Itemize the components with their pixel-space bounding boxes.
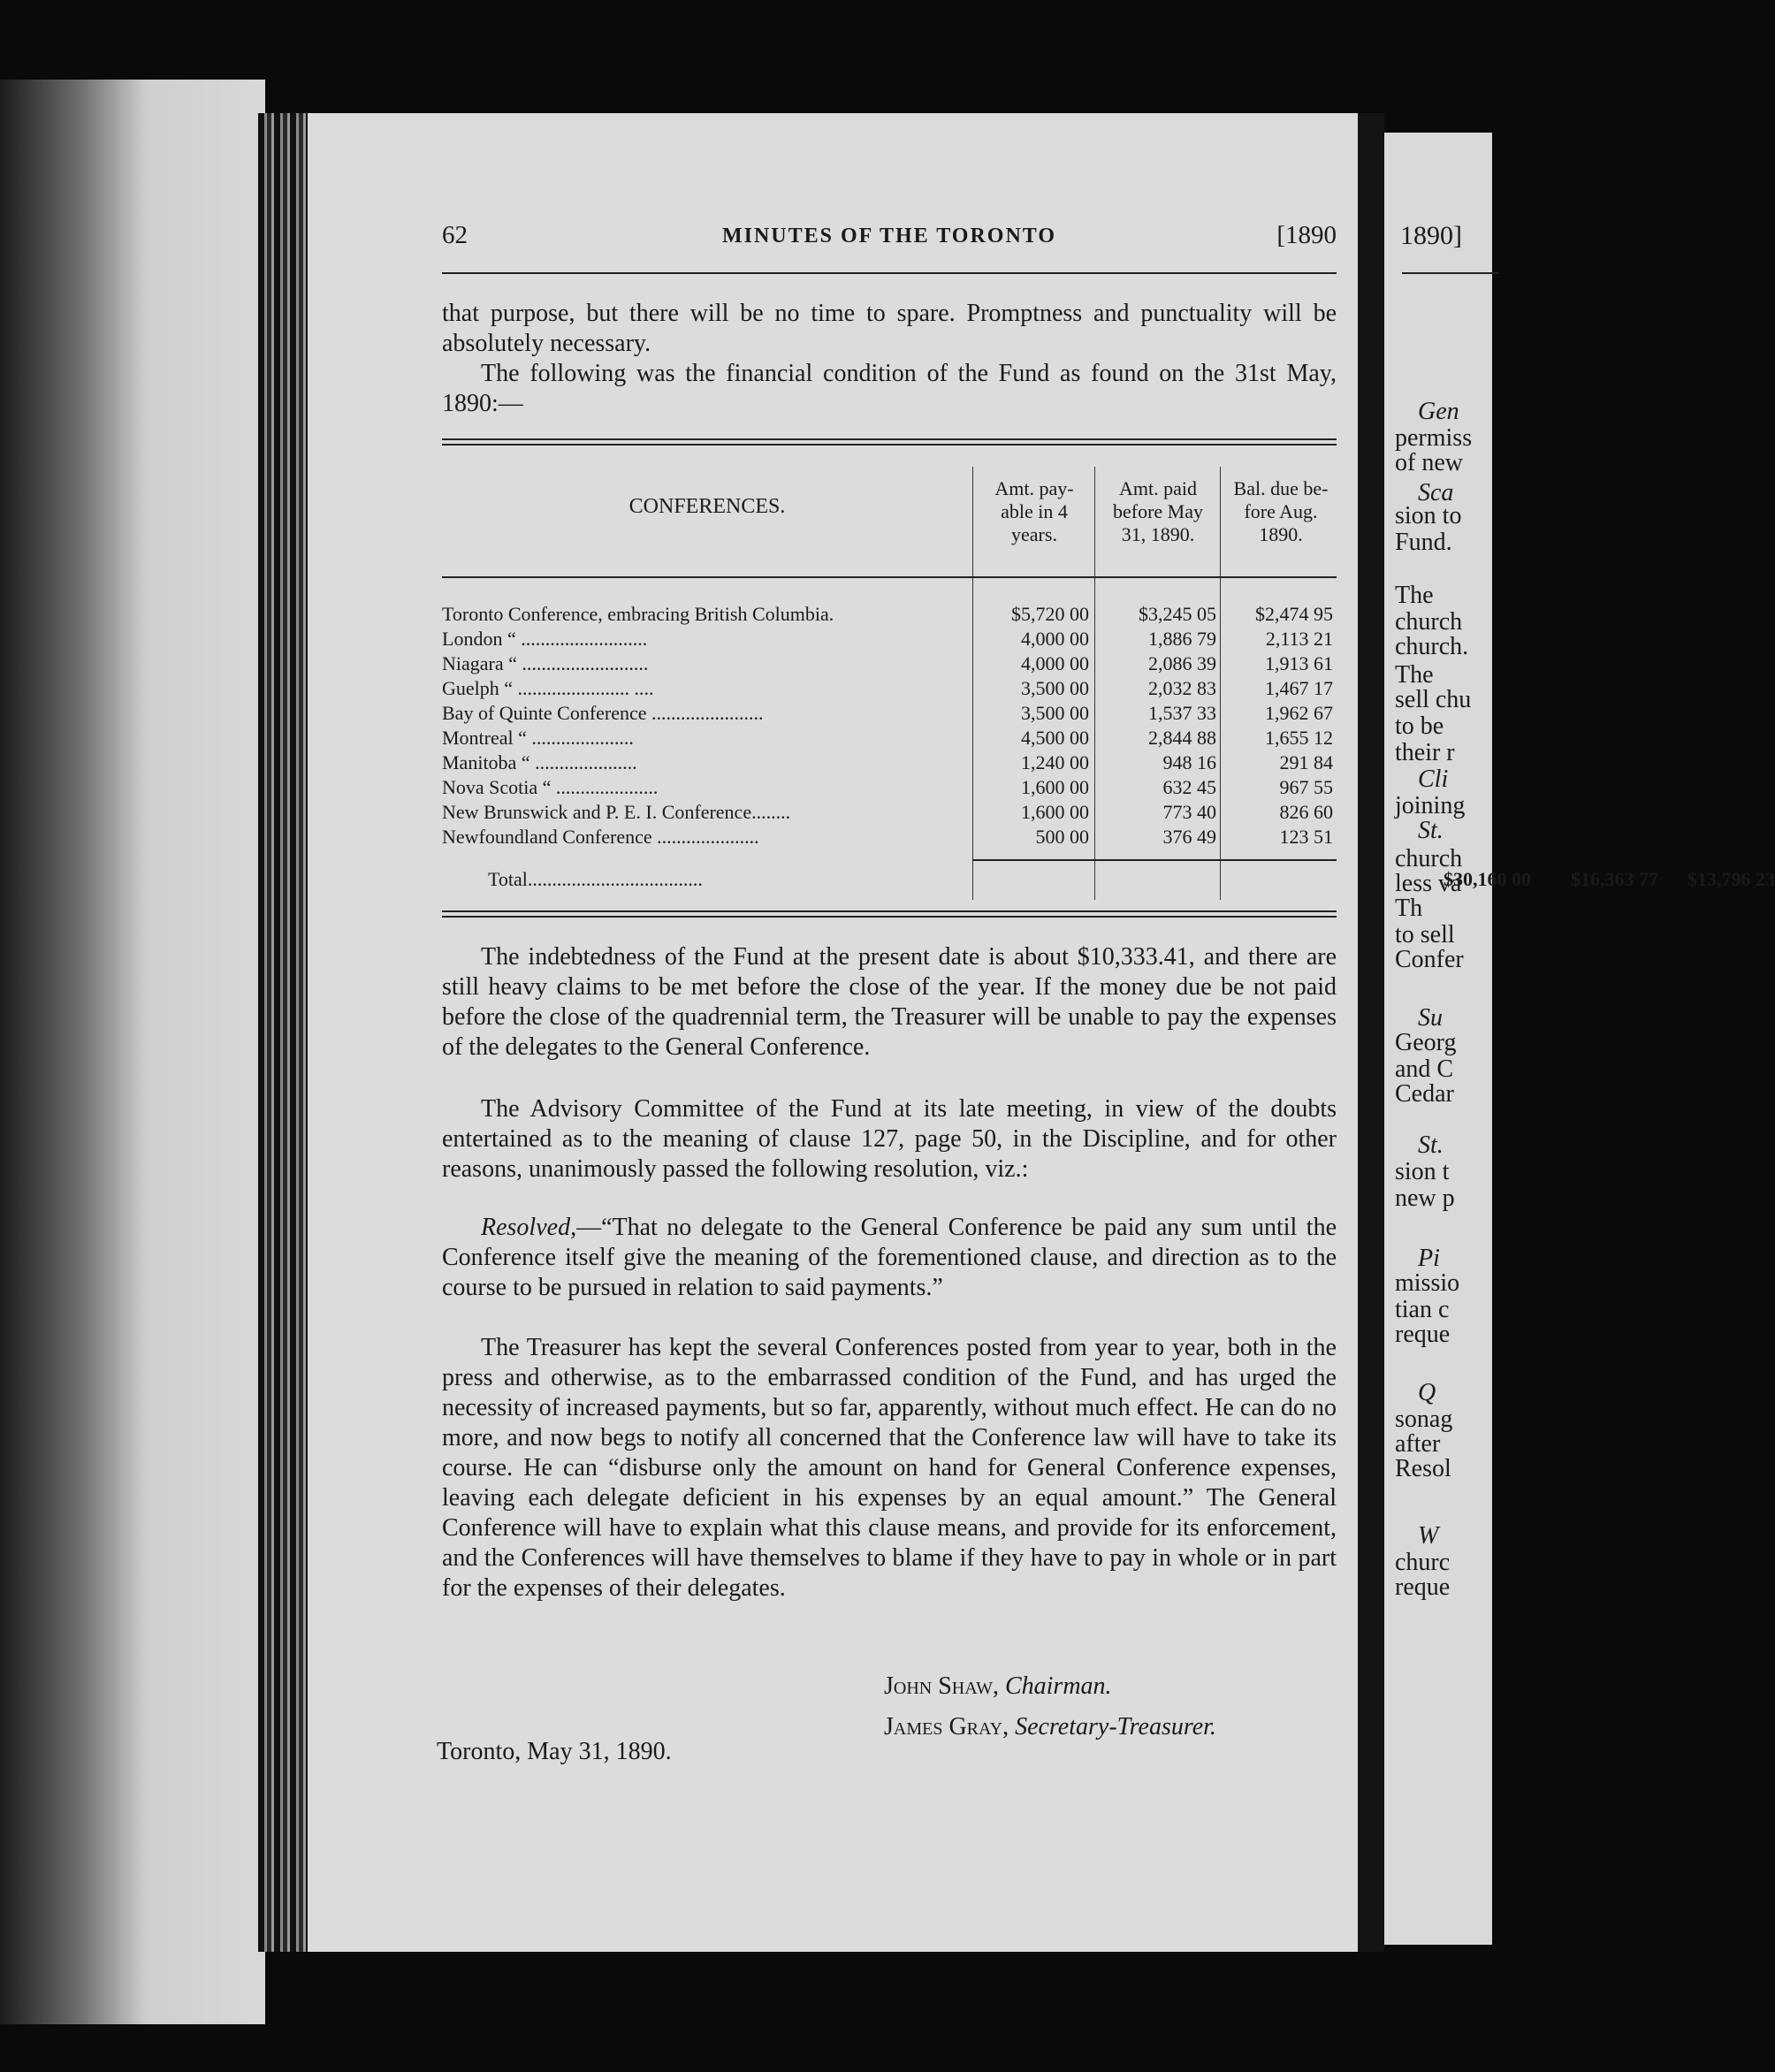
page-gutter: [1358, 113, 1384, 1952]
amount-paid: 1,886 79: [1148, 628, 1216, 650]
table-top-rule: [442, 438, 1337, 446]
conference-name: Toronto Conference, embracing British Columbia.: [442, 603, 834, 625]
table-row: [442, 603, 1337, 627]
table-row: [442, 751, 1337, 775]
facing-page-text: Cedar: [1395, 1080, 1454, 1108]
facing-page-text: Cli: [1418, 766, 1449, 793]
paragraph-1: that purpose, but there will be no time to spare. Promptness and punctuality will be absolutely necessary.: [442, 300, 1337, 357]
header-line: before May: [1112, 500, 1203, 522]
total-balance-due: $13,796 23: [1687, 868, 1775, 890]
paragraph-4: The Advisory Committee of the Fund at its late meeting, in view of the doubts entertained as to the meaning of clause 127, page 50, in the Discipline, and for other reasons, unanimously passed the following resolution, viz.:: [442, 1095, 1337, 1183]
conference-name: Montreal “ .....................: [442, 727, 634, 749]
table-row: [442, 652, 1337, 676]
balance-due: 291 84: [1279, 751, 1333, 773]
facing-page: [1384, 133, 1492, 1945]
table-header-balance-due: [1222, 477, 1340, 546]
facing-page-text: missio: [1395, 1269, 1460, 1297]
facing-page-text: Pi: [1418, 1245, 1440, 1272]
balance-due: 2,113 21: [1265, 628, 1333, 650]
facing-page-text: Sca: [1418, 479, 1454, 507]
header-line: 1890.: [1259, 523, 1303, 545]
facing-page-text: Fund.: [1395, 529, 1452, 556]
balance-due: 123 51: [1279, 826, 1333, 848]
facing-page-text: church: [1395, 845, 1463, 872]
table-header-conferences: CONFERENCES.: [628, 495, 786, 518]
amount-paid: 948 16: [1162, 751, 1216, 773]
facing-page-text: reque: [1395, 1321, 1451, 1348]
paragraph-6: The Treasurer has kept the several Conferences posted from year to year, both in the press and otherwise, as to the embarrassed condition of the Fund, and has urged the necessity of increased payments, but so far, apparently, without much effect. He can do no more, and now begs to notify all concerned that the Conference law will have to take its course. He can “disburse only the amount on hand for General Conference expenses, leaving each delegate deficient in his expenses by an equal amount.” The General Conference will have to explain what this clause means, and provide for its enforcement, and the Conferences will have themselves to blame if they have to pay in whole or in part for the expenses of their delegates.: [442, 1334, 1337, 1602]
secretary-title: Secretary-Treasurer.: [1015, 1713, 1216, 1741]
running-title: MINUTES OF THE TORONTO: [721, 225, 1057, 248]
total-rule: [972, 859, 1337, 861]
balance-due: 1,913 61: [1265, 652, 1333, 674]
conference-name: Niagara “ ..........................: [442, 652, 649, 674]
amount-paid: $3,245 05: [1139, 603, 1216, 625]
header-line: Amt. pay-: [994, 477, 1074, 499]
secretary-name: James Gray,: [884, 1713, 1009, 1741]
amount-payable: 1,240 00: [1021, 751, 1089, 773]
page-header: [442, 221, 1337, 256]
secretary-signature: [884, 1713, 1216, 1741]
header-line: fore Aug.: [1244, 500, 1318, 522]
paragraph-2: The following was the financial condition of the Fund as found on the 31st May, 1890:—: [442, 360, 1337, 417]
conference-name: New Brunswick and P. E. I. Conference........: [442, 801, 791, 823]
facing-page-text: less va: [1395, 870, 1462, 897]
facing-page-text: after: [1395, 1430, 1441, 1458]
facing-page-rule: [1402, 272, 1499, 274]
table-row: [442, 801, 1337, 825]
header-year: [1890: [1276, 221, 1337, 249]
scan-background-left: [0, 80, 265, 2024]
amount-paid: 632 45: [1162, 776, 1216, 798]
facing-page-text: church: [1395, 608, 1463, 636]
resolution-paragraph: [442, 1213, 1337, 1303]
facing-page-text: sell chu: [1395, 686, 1472, 713]
facing-page-text: new p: [1395, 1185, 1455, 1212]
amount-paid: 2,086 39: [1148, 652, 1216, 674]
balance-due: 1,655 12: [1265, 727, 1333, 749]
resolved-lead: Resolved,: [481, 1214, 577, 1241]
amount-paid: 376 49: [1162, 826, 1216, 848]
chairman-signature: [884, 1672, 1112, 1701]
chairman-title: Chairman.: [1004, 1672, 1112, 1700]
conference-name: Bay of Quinte Conference .......................: [442, 702, 764, 724]
amount-paid: 2,844 88: [1148, 727, 1216, 749]
amount-payable: $5,720 00: [1011, 603, 1089, 625]
facing-page-text: churc: [1395, 1549, 1451, 1576]
facing-page-text: to be: [1395, 712, 1444, 740]
amount-payable: 4,500 00: [1021, 727, 1089, 749]
amount-paid: 773 40: [1162, 801, 1216, 823]
facing-page-text: church.: [1395, 633, 1469, 660]
facing-page-text: and C: [1395, 1055, 1454, 1083]
facing-page-text: Su: [1418, 1004, 1443, 1032]
balance-due: $2,474 95: [1255, 603, 1333, 625]
amount-paid: 2,032 83: [1148, 677, 1216, 699]
facing-page-year: 1890]: [1400, 221, 1462, 250]
amount-payable: 1,600 00: [1021, 801, 1089, 823]
facing-page-text: joining: [1395, 792, 1466, 819]
facing-page-text: tian c: [1395, 1296, 1450, 1323]
facing-page-text: Georg: [1395, 1029, 1457, 1056]
header-rule: [442, 272, 1337, 274]
facing-page-text: The: [1395, 582, 1434, 609]
amount-payable: 1,600 00: [1021, 776, 1089, 798]
place-and-date: Toronto, May 31, 1890.: [437, 1738, 672, 1765]
conference-name: Guelph “ ....................... ....: [442, 677, 654, 699]
facing-page-text: of new: [1395, 449, 1463, 476]
table-row: [442, 702, 1337, 726]
facing-page-text: St.: [1418, 817, 1444, 844]
balance-due: 826 60: [1279, 801, 1333, 823]
balance-due: 1,962 67: [1265, 702, 1333, 724]
facing-page-text: W: [1418, 1522, 1439, 1550]
facing-page-text: Resol: [1395, 1455, 1451, 1482]
resolution-text: —“That no delegate to the General Conference be paid any sum until the Conference itself give the meaning of the forementioned clause, and direction as to the course to be pursued in relation to said payments.”: [442, 1214, 1337, 1301]
table-row: [442, 727, 1337, 750]
table-header-rule: [442, 576, 1337, 578]
balance-due: 1,467 17: [1265, 677, 1333, 699]
facing-page-text: reque: [1395, 1573, 1451, 1601]
header-line: 31, 1890.: [1121, 523, 1195, 545]
table-header-amount-paid: [1096, 477, 1220, 546]
conference-name: Newfoundland Conference .....................: [442, 826, 759, 848]
amount-payable: 3,500 00: [1021, 702, 1089, 724]
header-line: Amt. paid: [1119, 477, 1197, 499]
amount-payable: 500 00: [1035, 826, 1089, 848]
table-header-amount-payable: [974, 477, 1094, 546]
amount-payable: 4,000 00: [1021, 628, 1089, 650]
facing-page-text: Confer: [1395, 946, 1464, 973]
table-bottom-rule: [442, 910, 1337, 918]
facing-page-text: Gen: [1418, 398, 1459, 425]
amount-payable: 3,500 00: [1021, 677, 1089, 699]
conference-name: Nova Scotia “ .....................: [442, 776, 659, 798]
amount-paid: 1,537 33: [1148, 702, 1216, 724]
facing-page-text: Th: [1395, 895, 1423, 922]
conference-name: Manitoba “ .....................: [442, 751, 637, 773]
facing-page-text: sion to: [1395, 502, 1462, 529]
facing-page-text: their r: [1395, 739, 1455, 766]
facing-page-text: Q: [1418, 1379, 1436, 1406]
facing-page-text: permiss: [1395, 424, 1473, 452]
table-row: [442, 776, 1337, 800]
balance-due: 967 55: [1279, 776, 1333, 798]
table-row: [442, 677, 1337, 701]
facing-page-text: The: [1395, 661, 1434, 689]
page-number: 62: [442, 221, 468, 249]
header-line: Bal. due be-: [1233, 477, 1329, 499]
total-amount-paid: $16,363 77: [1571, 868, 1658, 890]
header-line: years.: [1011, 523, 1057, 545]
facing-page-text: to sell: [1395, 921, 1455, 948]
amount-payable: 4,000 00: [1021, 652, 1089, 674]
total-label: Total....................................: [488, 868, 703, 890]
table-row: [442, 826, 1337, 849]
facing-page-text: sonag: [1395, 1405, 1453, 1433]
table-row: [442, 628, 1337, 651]
facing-page-text: sion t: [1395, 1158, 1450, 1185]
chairman-name: John Shaw,: [884, 1672, 999, 1700]
header-line: able in 4: [1001, 500, 1068, 522]
conference-name: London “ ..........................: [442, 628, 648, 650]
paragraph-3: The indebtedness of the Fund at the present date is about $10,333.41, and there are still heavy claims to be met before the close of the year. If the money due be not paid before the close of the quadrennial term, the Treasurer will be unable to pay the expenses of the delegates to the General Conference.: [442, 943, 1337, 1061]
book-spine: [258, 113, 309, 1952]
total-amount-payable: $30,160 00: [1444, 868, 1531, 890]
facing-page-text: St.: [1418, 1131, 1444, 1159]
